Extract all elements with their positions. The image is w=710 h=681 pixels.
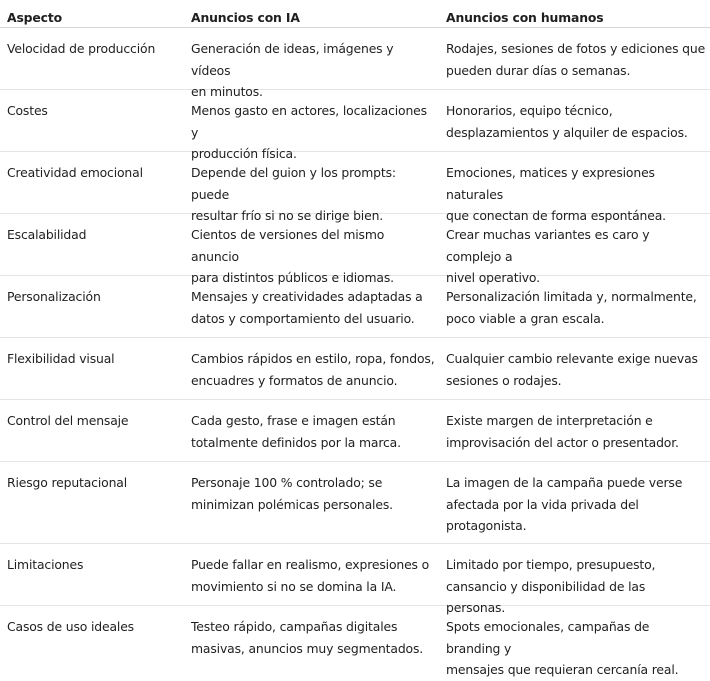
- ai-cell: Cambios rápidos en estilo, ropa, fondos, encuadres y formatos de anuncio.: [191, 351, 435, 388]
- aspect-cell: Escalabilidad: [7, 227, 87, 242]
- ai-cell: Menos gasto en actores, localizaciones y producción física.: [191, 103, 427, 161]
- table-row: [0, 152, 710, 223]
- table-row: [0, 90, 710, 161]
- aspect-cell: Creatividad emocional: [7, 165, 143, 180]
- table-row: [0, 214, 710, 285]
- aspect-cell: Riesgo reputacional: [7, 475, 128, 490]
- aspect-cell: Control del mensaje: [7, 413, 129, 428]
- table-header-row: [0, 0, 710, 28]
- aspect-cell: Velocidad de producción: [7, 41, 156, 56]
- human-cell: Rodajes, sesiones de fotos y ediciones que pueden durar días o semanas.: [446, 41, 706, 78]
- header-ai-ads: Anuncios con IA: [191, 10, 300, 25]
- human-cell: Personalización limitada y, normalmente, poco viable a gran escala.: [446, 289, 697, 326]
- table-row: [0, 276, 710, 338]
- aspect-cell: Personalización: [7, 289, 101, 304]
- aspect-cell: Casos de uso ideales: [7, 619, 134, 634]
- table-row: [0, 606, 710, 677]
- table-row: [0, 462, 710, 544]
- aspect-cell: Flexibilidad visual: [7, 351, 115, 366]
- table-row: [0, 28, 710, 99]
- aspect-cell: Costes: [7, 103, 48, 118]
- human-cell: La imagen de la campaña puede verse afectada por la vida privada del protagonista.: [446, 475, 683, 533]
- aspect-cell: Limitaciones: [7, 557, 84, 572]
- human-cell: Crear muchas variantes es caro y complejo a nivel operativo.: [446, 227, 650, 285]
- human-cell: Spots emocionales, campañas de branding y mensajes que requieran cercanía real.: [446, 619, 679, 677]
- header-human-ads: Anuncios con humanos: [446, 10, 604, 25]
- ai-cell: Mensajes y creatividades adaptadas a datos y comportamiento del usuario.: [191, 289, 423, 326]
- ai-cell: Testeo rápido, campañas digitales masivas, anuncios muy segmentados.: [191, 619, 424, 656]
- ai-cell: Personaje 100 % controlado; se minimizan polémicas personales.: [191, 475, 393, 512]
- table-row: [0, 400, 710, 462]
- header-aspect: Aspecto: [7, 10, 62, 25]
- table-row: [0, 338, 710, 400]
- ai-cell: Cada gesto, frase e imagen están totalmente definidos por la marca.: [191, 413, 401, 450]
- human-cell: Limitado por tiempo, presupuesto, cansancio y disponibilidad de las personas.: [446, 557, 656, 615]
- human-cell: Honorarios, equipo técnico, desplazamientos y alquiler de espacios.: [446, 103, 688, 140]
- human-cell: Cualquier cambio relevante exige nuevas sesiones o rodajes.: [446, 351, 698, 388]
- ai-cell: Cientos de versiones del mismo anuncio para distintos públicos e idiomas.: [191, 227, 394, 285]
- ai-cell: Depende del guion y los prompts: puede resultar frío si no se dirige bien.: [191, 165, 396, 223]
- ai-cell: Puede fallar en realismo, expresiones o movimiento si no se domina la IA.: [191, 557, 430, 594]
- table-row: [0, 544, 710, 615]
- human-cell: Emociones, matices y expresiones naturales que conectan de forma espontánea.: [446, 165, 666, 223]
- human-cell: Existe margen de interpretación e improvisación del actor o presentador.: [446, 413, 679, 450]
- ai-cell: Generación de ideas, imágenes y vídeos en minutos.: [191, 41, 394, 99]
